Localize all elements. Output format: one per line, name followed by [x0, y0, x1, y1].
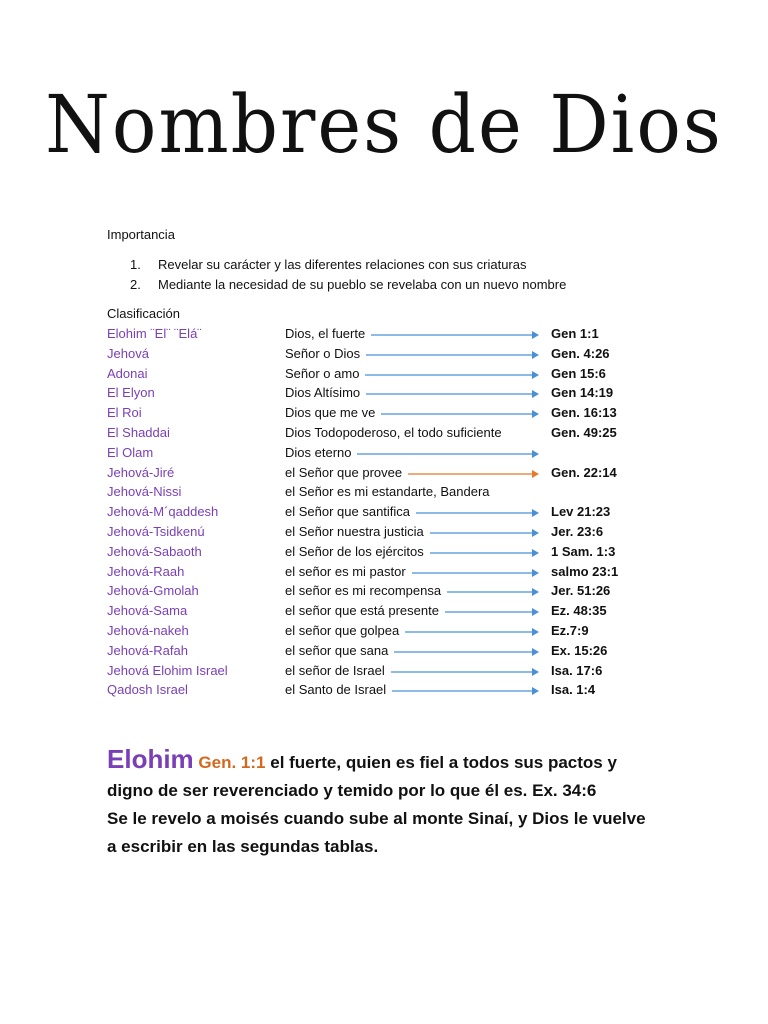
name-meaning: el señor que golpea	[285, 623, 400, 638]
divine-name: Jehová Elohim Israel	[107, 663, 228, 678]
divine-name: Adonai	[107, 366, 148, 381]
divine-name: Jehová-Sama	[107, 603, 188, 618]
bible-reference: 1 Sam. 1:3	[551, 544, 616, 559]
name-meaning: el Señor de los ejércitos	[285, 544, 424, 559]
bible-reference: salmo 23:1	[551, 564, 619, 579]
classification-label: Clasificación	[107, 306, 180, 321]
page-title: Nombres de Dios	[45, 78, 723, 172]
name-row	[0, 445, 768, 465]
name-row	[0, 504, 768, 524]
importance-label: Importancia	[107, 227, 175, 242]
name-row	[0, 663, 768, 683]
name-row	[0, 544, 768, 564]
bible-reference: Jer. 51:26	[551, 583, 611, 598]
name-meaning: el Señor es mi estandarte, Bandera	[285, 484, 490, 499]
bible-reference: Ex. 15:26	[551, 643, 608, 658]
name-meaning: el Santo de Israel	[285, 682, 387, 697]
name-meaning: el Señor que santifica	[285, 504, 411, 519]
divine-name: El Roi	[107, 405, 142, 420]
item-number: 1.	[130, 257, 141, 272]
name-meaning: Señor o Dios	[285, 346, 361, 361]
divine-name: El Shaddai	[107, 425, 170, 440]
name-row	[0, 564, 768, 584]
name-meaning: el señor que sana	[285, 643, 389, 658]
summary-line-4: a escribir en las segundas tablas.	[107, 837, 379, 856]
divine-name: Jehová-Raah	[107, 564, 185, 579]
name-meaning: Dios que me ve	[285, 405, 376, 420]
name-row	[0, 484, 768, 504]
divine-name: El Olam	[107, 445, 154, 460]
bible-reference: Isa. 17:6	[551, 663, 603, 678]
summary-line-3: Se le revelo a moisés cuando sube al monte Sinaí, y Dios le vuelve	[107, 809, 646, 828]
name-meaning: el Señor que provee	[285, 465, 403, 480]
item-text: Revelar su carácter y las diferentes relaciones con sus criaturas	[158, 257, 527, 272]
name-row	[0, 643, 768, 663]
name-meaning: Dios, el fuerte	[285, 326, 366, 341]
name-row	[0, 405, 768, 425]
name-row	[0, 524, 768, 544]
name-meaning: Dios Altísimo	[285, 385, 361, 400]
name-row	[0, 682, 768, 702]
summary-reference: Gen. 1:1	[198, 753, 266, 772]
name-row	[0, 623, 768, 643]
name-meaning: el señor es mi pastor	[285, 564, 406, 579]
name-row	[0, 346, 768, 366]
name-row	[0, 603, 768, 623]
summary-line-2: digno de ser reverenciado y temido por lo que él es. Ex. 34:6	[107, 781, 597, 800]
summary-line-1	[107, 745, 667, 777]
bible-reference: Ez.7:9	[551, 623, 589, 638]
name-meaning: Dios Todopoderoso, el todo suficiente	[285, 425, 502, 440]
divine-name: Jehová-Gmolah	[107, 583, 199, 598]
divine-name: Jehová-nakeh	[107, 623, 189, 638]
item-number: 2.	[130, 277, 141, 292]
divine-name: Jehová-Tsidkenú	[107, 524, 205, 539]
bible-reference: Gen. 4:26	[551, 346, 610, 361]
bible-reference: Gen. 16:13	[551, 405, 617, 420]
summary-heading: Elohim	[107, 744, 194, 774]
bible-reference: Gen. 49:25	[551, 425, 617, 440]
divine-name: El Elyon	[107, 385, 155, 400]
bible-reference: Lev 21:23	[551, 504, 611, 519]
bible-reference: Ez. 48:35	[551, 603, 607, 618]
divine-name: Elohim ¨El¨ ¨Elá¨	[107, 326, 202, 341]
summary-text: el fuerte, quien es fiel a todos sus pactos y	[270, 753, 617, 772]
name-meaning: Dios eterno	[285, 445, 352, 460]
divine-name: Jehová-Rafah	[107, 643, 188, 658]
divine-name: Jehová	[107, 346, 149, 361]
name-row	[0, 425, 768, 445]
name-meaning: el señor de Israel	[285, 663, 385, 678]
name-row	[0, 385, 768, 405]
name-row	[0, 583, 768, 603]
name-meaning: Señor o amo	[285, 366, 360, 381]
name-row	[0, 366, 768, 386]
name-row	[0, 326, 768, 346]
name-meaning: el Señor nuestra justicia	[285, 524, 424, 539]
bible-reference: Isa. 1:4	[551, 682, 596, 697]
bible-reference: Gen 14:19	[551, 385, 614, 400]
divine-name: Jehová-Sabaoth	[107, 544, 202, 559]
bible-reference: Gen 1:1	[551, 326, 599, 341]
divine-name: Jehová-Jiré	[107, 465, 175, 480]
item-text: Mediante la necesidad de su pueblo se revelaba con un nuevo nombre	[158, 277, 567, 292]
importance-item-2	[130, 277, 566, 292]
bible-reference: Jer. 23:6	[551, 524, 604, 539]
name-row	[0, 465, 768, 485]
bible-reference: Gen 15:6	[551, 366, 606, 381]
name-meaning: el señor que está presente	[285, 603, 439, 618]
divine-name: Jehová-Nissi	[107, 484, 182, 499]
importance-item-1	[130, 257, 527, 272]
divine-name: Qadosh Israel	[107, 682, 188, 697]
bible-reference: Gen. 22:14	[551, 465, 617, 480]
name-meaning: el señor es mi recompensa	[285, 583, 442, 598]
summary-paragraph	[107, 745, 667, 861]
divine-name: Jehová-M´qaddesh	[107, 504, 219, 519]
